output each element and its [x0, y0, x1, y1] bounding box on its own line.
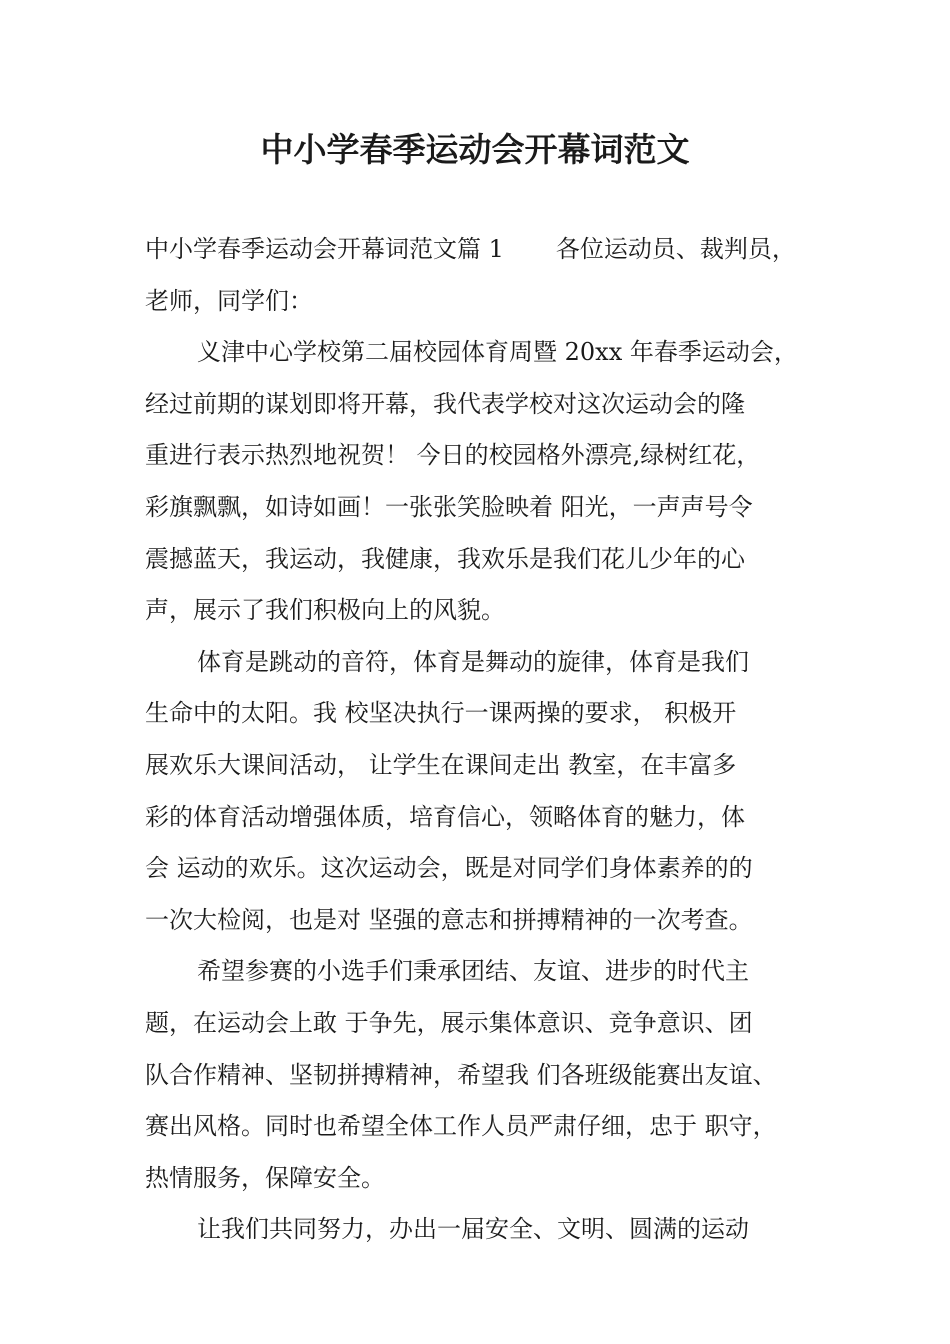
document-title: 中小学春季运动会开幕词范文	[260, 130, 690, 169]
body-line: 队合作精神、坚韧拼搏精神，希望我 们各班级能赛出友谊、	[145, 1060, 777, 1089]
body-line: 一次大检阅，也是对 坚强的意志和拼搏精神的一次考查。	[145, 905, 753, 934]
body-line: 热情服务，保障安全。	[145, 1163, 385, 1192]
document-body	[145, 224, 815, 1256]
body-line: 彩旗飘飘，如诗如画！一张张笑脸映着 阳光，一声声号令	[145, 492, 753, 521]
body-line: 生命中的太阳。我 校坚决执行一课两操的要求， 积极开	[145, 699, 737, 728]
body-line: 题，在运动会上敢 于争先，展示集体意识、竞争意识、团	[145, 1008, 753, 1037]
body-line: 老师，同学们：	[145, 286, 313, 315]
body-line: 经过前期的谋划即将开幕，我代表学校对这次运动会的隆	[145, 389, 745, 418]
body-line: 展欢乐大课间活动， 让学生在课间走出 教室，在丰富多	[145, 750, 737, 779]
paragraph-start-line: 让我们共同努力，办出一届安全、文明、圆满的运动	[197, 1215, 749, 1244]
body-line: 会 运动的欢乐。这次运动会，既是对同学们身体素养的的	[145, 854, 753, 883]
body-line: 彩的体育活动增强体质，培育信心，领略体育的魅力，体	[145, 802, 745, 831]
body-line	[145, 224, 815, 276]
body-line-tail: 各位运动员、裁判员，	[555, 235, 796, 263]
paragraph-start-line: 希望参赛的小选手们秉承团结、友谊、进步的时代主	[197, 957, 749, 986]
body-line: 赛出风格。同时也希望全体工作人员严肃仔细，忠于 职守，	[145, 1112, 777, 1141]
body-line: 声，展示了我们积极向上的风貌。	[145, 596, 505, 625]
body-line: 重进行表示热烈地祝贺！ 今日的校园格外漂亮,绿树红花，	[145, 441, 761, 470]
body-line-text: 中小学春季运动会开幕词范文篇 1	[145, 235, 504, 263]
paragraph-start-line: 义津中心学校第二届校园体育周暨 20xx 年春季运动会，	[197, 338, 798, 367]
body-line: 震撼蓝天，我运动，我健康，我欢乐是我们花儿少年的心	[145, 544, 745, 573]
paragraph-start-line: 体育是跳动的音符，体育是舞动的旋律，体育是我们	[197, 647, 749, 676]
